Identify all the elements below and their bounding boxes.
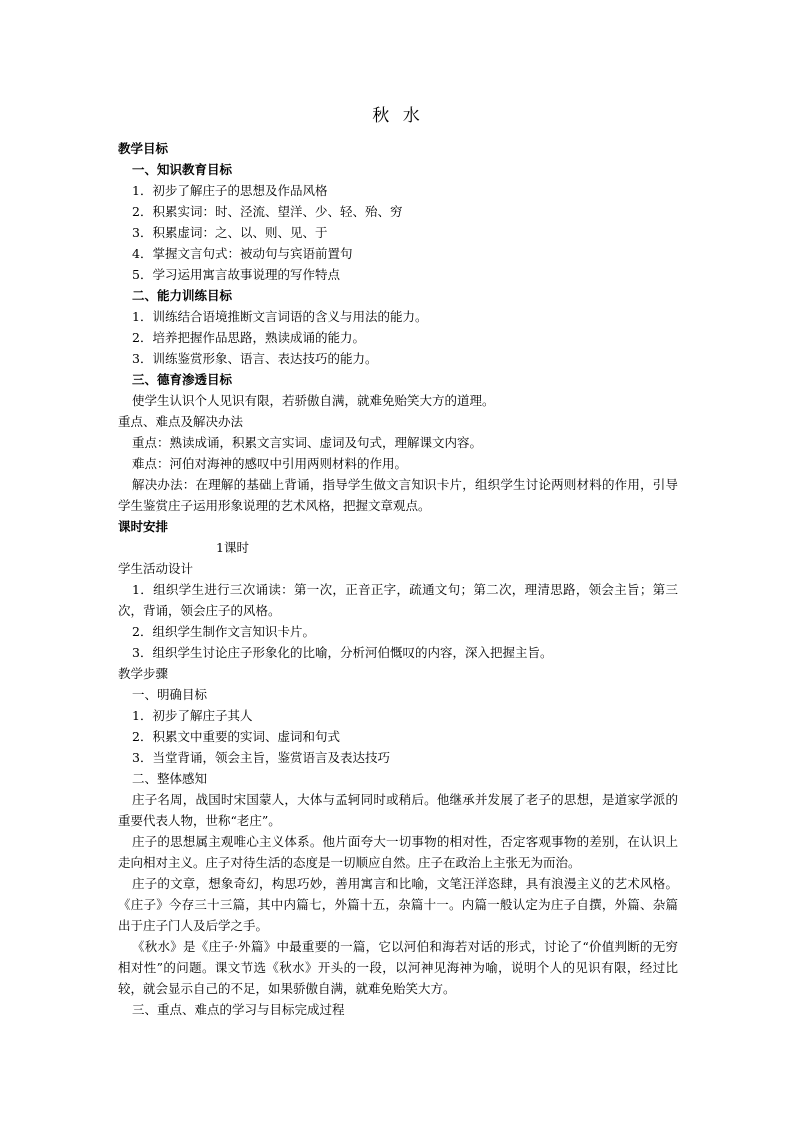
section-heading-activities: 学生活动设计 bbox=[118, 561, 194, 576]
list-item: 2．培养把握作品思路，熟读成诵的能力。 bbox=[132, 330, 365, 345]
subheading-step-3: 三、重点、难点的学习与目标完成过程 bbox=[132, 1002, 345, 1017]
paragraph: 庄子名周，战国时宋国蒙人，大体与孟轲同时或稍后。他继承并发展了老子的思想，是道家学派的重要代表人物，世称“老庄”。 bbox=[118, 792, 678, 828]
section-heading-schedule: 课时安排 bbox=[118, 519, 169, 534]
paragraph: 《秋水》是《庄子·外篇》中最重要的一篇，它以河伯和海若对话的形式，讨论了“价值判断的无穷相对性”的问题。课文节选《秋水》开头的一段，以河神见海神为喻，说明个人的见识有限，经过比较，就会显示自己的不足，如果骄傲自满，就难免贻笑大方。 bbox=[118, 939, 678, 996]
moral-text: 使学生认识个人见识有限，若骄傲自满，就难免贻笑大方的道理。 bbox=[132, 393, 495, 408]
section-heading-steps: 教学步骤 bbox=[118, 666, 169, 681]
list-item: 3．积累虚词：之、以、则、见、于 bbox=[132, 225, 328, 240]
focus-text: 重点：熟读成诵，积累文言实词、虚词及句式，理解课文内容。 bbox=[132, 435, 483, 450]
list-item: 3．训练鉴赏形象、语言、表达技巧的能力。 bbox=[132, 351, 378, 366]
subheading-knowledge: 一、知识教育目标 bbox=[132, 162, 233, 177]
subheading-ability: 二、能力训练目标 bbox=[132, 288, 233, 303]
subheading-step-1: 一、明确目标 bbox=[132, 687, 208, 702]
list-item: 1．组织学生进行三次诵读：第一次，正音正字，疏通文句；第二次，理清思路，领会主旨；第三次，背诵，领会庄子的风格。 bbox=[118, 582, 678, 618]
paragraph: 庄子的思想属主观唯心主义体系。他片面夸大一切事物的相对性，否定客观事物的差别，在认识上走向相对主义。庄子对待生活的态度是一切顺应自然。庄子在政治上主张无为而治。 bbox=[118, 834, 678, 870]
solution-text: 解决办法：在理解的基础上背诵，指导学生做文言知识卡片，组织学生讨论两则材料的作用，引导学生鉴赏庄子运用形象说理的艺术风格，把握文章观点。 bbox=[118, 477, 678, 513]
list-item: 4．掌握文言句式：被动句与宾语前置句 bbox=[132, 246, 353, 261]
class-hours: 1课时 bbox=[216, 540, 249, 555]
document-page bbox=[118, 104, 678, 1020]
subheading-moral: 三、德育渗透目标 bbox=[132, 372, 233, 387]
subheading-step-2: 二、整体感知 bbox=[132, 771, 208, 786]
list-item: 5．学习运用寓言故事说理的写作特点 bbox=[132, 267, 340, 282]
document-title: 秋 水 bbox=[372, 106, 424, 126]
difficulty-text: 难点：河伯对海神的感叹中引用两则材料的作用。 bbox=[132, 456, 408, 471]
list-item: 3．组织学生讨论庄子形象化的比喻，分析河伯慨叹的内容，深入把握主旨。 bbox=[132, 645, 553, 660]
list-item: 2．积累文中重要的实词、虚词和句式 bbox=[132, 729, 340, 744]
list-item: 1．初步了解庄子的思想及作品风格 bbox=[132, 183, 328, 198]
list-item: 3．当堂背诵，领会主旨，鉴赏语言及表达技巧 bbox=[132, 750, 390, 765]
section-heading-goals: 教学目标 bbox=[118, 141, 169, 156]
list-item: 2．积累实词：时、泾流、望洋、少、轻、殆、穷 bbox=[132, 204, 403, 219]
list-item: 1．初步了解庄子其人 bbox=[132, 708, 253, 723]
paragraph: 庄子的文章，想象奇幻，构思巧妙，善用寓言和比喻，文笔汪洋恣肆，具有浪漫主义的艺术风格。《庄子》今存三十三篇，其中内篇七，外篇十五，杂篇十一。内篇一般认定为庄子自撰，外篇、杂篇出于庄子门人及后学之手。 bbox=[118, 876, 678, 933]
list-item: 1．训练结合语境推断文言词语的含义与用法的能力。 bbox=[132, 309, 428, 324]
list-item: 2．组织学生制作文言知识卡片。 bbox=[132, 624, 315, 639]
section-heading-keypoints: 重点、难点及解决办法 bbox=[118, 414, 244, 429]
